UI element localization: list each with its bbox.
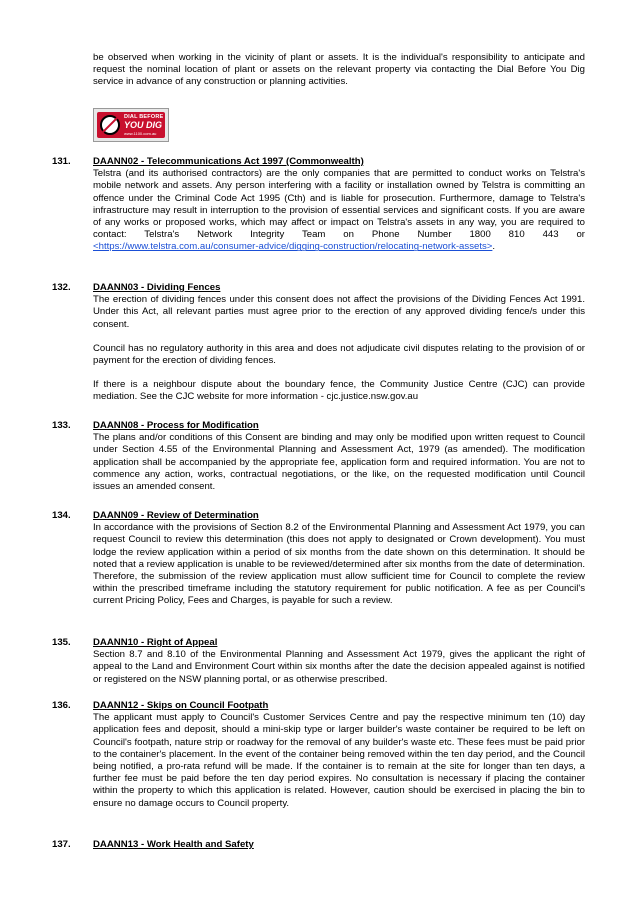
section-heading: DAANN09 - Review of Determination <box>93 510 259 521</box>
intro-paragraph: be observed when working in the vicinity of plant or assets. It is the individual's responsibility to anticipate and request the nominal location of plant or assets on the relevant property via contacting the Dial Before You Dig service in advance of any construction or planning activities. <box>93 52 585 88</box>
section-135 <box>52 637 585 686</box>
section-paragraph: Council has no regulatory authority in this area and does not adjudicate civil disputes relating to the provision of or payment for the erection of dividing fences. <box>93 342 585 367</box>
section-paragraph: If there is a neighbour dispute about the boundary fence, the Community Justice Centre (CJC) can provide mediation. See the CJC website for more information - cjc.justice.nsw.gov.au <box>93 379 585 403</box>
logo-line-2: YOU DIG <box>124 120 163 130</box>
section-136 <box>52 700 585 810</box>
section-137 <box>52 839 585 851</box>
section-heading: DAANN13 - Work Health and Safety <box>93 839 254 850</box>
section-heading: DAANN12 - Skips on Council Footpath <box>93 700 269 711</box>
section-paragraph: The erection of dividing fences under this consent does not affect the provisions of the Dividing Fences Act 1991. Under this Act, all relevant parties must agree prior to the erection of any approved dividing fence/s under this consent. <box>93 294 585 330</box>
section-paragraph: Section 8.7 and 8.10 of the Environmental Planning and Assessment Act 1979, gives the applicant the right of appeal to the Land and Environment Court within six months after the date the decision appealed against is notified or registered on the NSW planning portal, or as otherwise prescribed. <box>93 649 585 685</box>
logo-line-3: www.1100.com.au <box>124 131 157 136</box>
section-number: 134. <box>52 510 71 521</box>
logo-line-1: DIAL BEFORE <box>124 114 164 120</box>
paragraph-text: Telstra (and its authorised contractors) are the only companies that are permitted to conduct works on Telstra's mobile network and assets. Any person interfering with a facility or installation owned by Telstra is committing an offence under the Criminal Code Act 1995 (Cth) and is liable for prosecution. Furthermore, damage to Telstra's infrastructure may result in interruption to the provision of essential services and significant costs. If you are aware of any works or proposed works, which may affect or impact on Telstra's assets in any way, you are required to contact: Telstra's Network Integrity Team on Phone Number 1800 810 443 or <box>93 168 585 241</box>
section-number: 137. <box>52 839 71 850</box>
section-paragraph: In accordance with the provisions of Section 8.2 of the Environmental Planning and Assessment Act 1979, you can request Council to review this determination (this does not apply to designated or Crown development). You must lodge the review application within a period of six months from the date shown on this determination. It should be noted that a review application is unable to be reviewed/determined after six months from the date of determination. Therefore, the submission of the review application must allow sufficient time for Council to complete the review within the prescribed timeframe including the statutory requirement for public notification. A fee as per Council's current Pricing Policy, Fees and Charges, is payable for such a review. <box>93 522 585 607</box>
section-131 <box>52 156 585 254</box>
section-number: 133. <box>52 420 71 431</box>
telstra-link[interactable]: <https://www.telstra.com.au/consumer-advice/digging-construction/relocating-network-assets> <box>93 241 493 253</box>
section-heading: DAANN10 - Right of Appeal <box>93 637 218 648</box>
section-number: 135. <box>52 637 71 648</box>
section-number: 132. <box>52 282 71 293</box>
section-132 <box>52 282 585 404</box>
section-paragraph <box>93 168 585 253</box>
section-paragraph: The plans and/or conditions of this Consent are binding and may only be modified upon written request to Council under Section 4.55 of the Environmental Planning and Assessment Act, 1979 (as amended). The modification application shall be accompanied by the appropriate fee, application form and required information. You are not to commence any action, works, contractual negotiations, or the like, on the requested modification until Council issues an amended consent. <box>93 432 585 493</box>
section-heading: DAANN02 - Telecommunications Act 1997 (Commonwealth) <box>93 156 364 167</box>
section-number: 131. <box>52 156 71 167</box>
section-heading: DAANN03 - Dividing Fences <box>93 282 221 293</box>
section-133 <box>52 420 585 493</box>
logo-background <box>97 112 165 138</box>
section-134 <box>52 510 585 608</box>
section-heading: DAANN08 - Process for Modification <box>93 420 259 431</box>
no-dig-icon <box>100 115 120 135</box>
link-suffix: . <box>492 241 496 253</box>
dial-before-you-dig-logo <box>93 108 169 142</box>
section-number: 136. <box>52 700 71 711</box>
section-paragraph: The applicant must apply to Council's Customer Services Centre and pay the respective minimum ten (10) day application fees and deposit, should a mini-skip type or larger builder's waste container be required to be left on Council's footpath, nature strip or roadway for the removal of any builder's waste etc. These fees must be paid prior to the container's placement. In the event of the container being removed within the ten day period, and the Council being notified, a pro-rata refund will be made. If the container is to remain at the site for longer than ten days, a further fee must be paid before the ten day period expires. No consultation is necessary if placing the container within the property to which this application is related. However, caution should be exercised in placing the bin to ensure no damage occurs to Council property. <box>93 712 585 809</box>
